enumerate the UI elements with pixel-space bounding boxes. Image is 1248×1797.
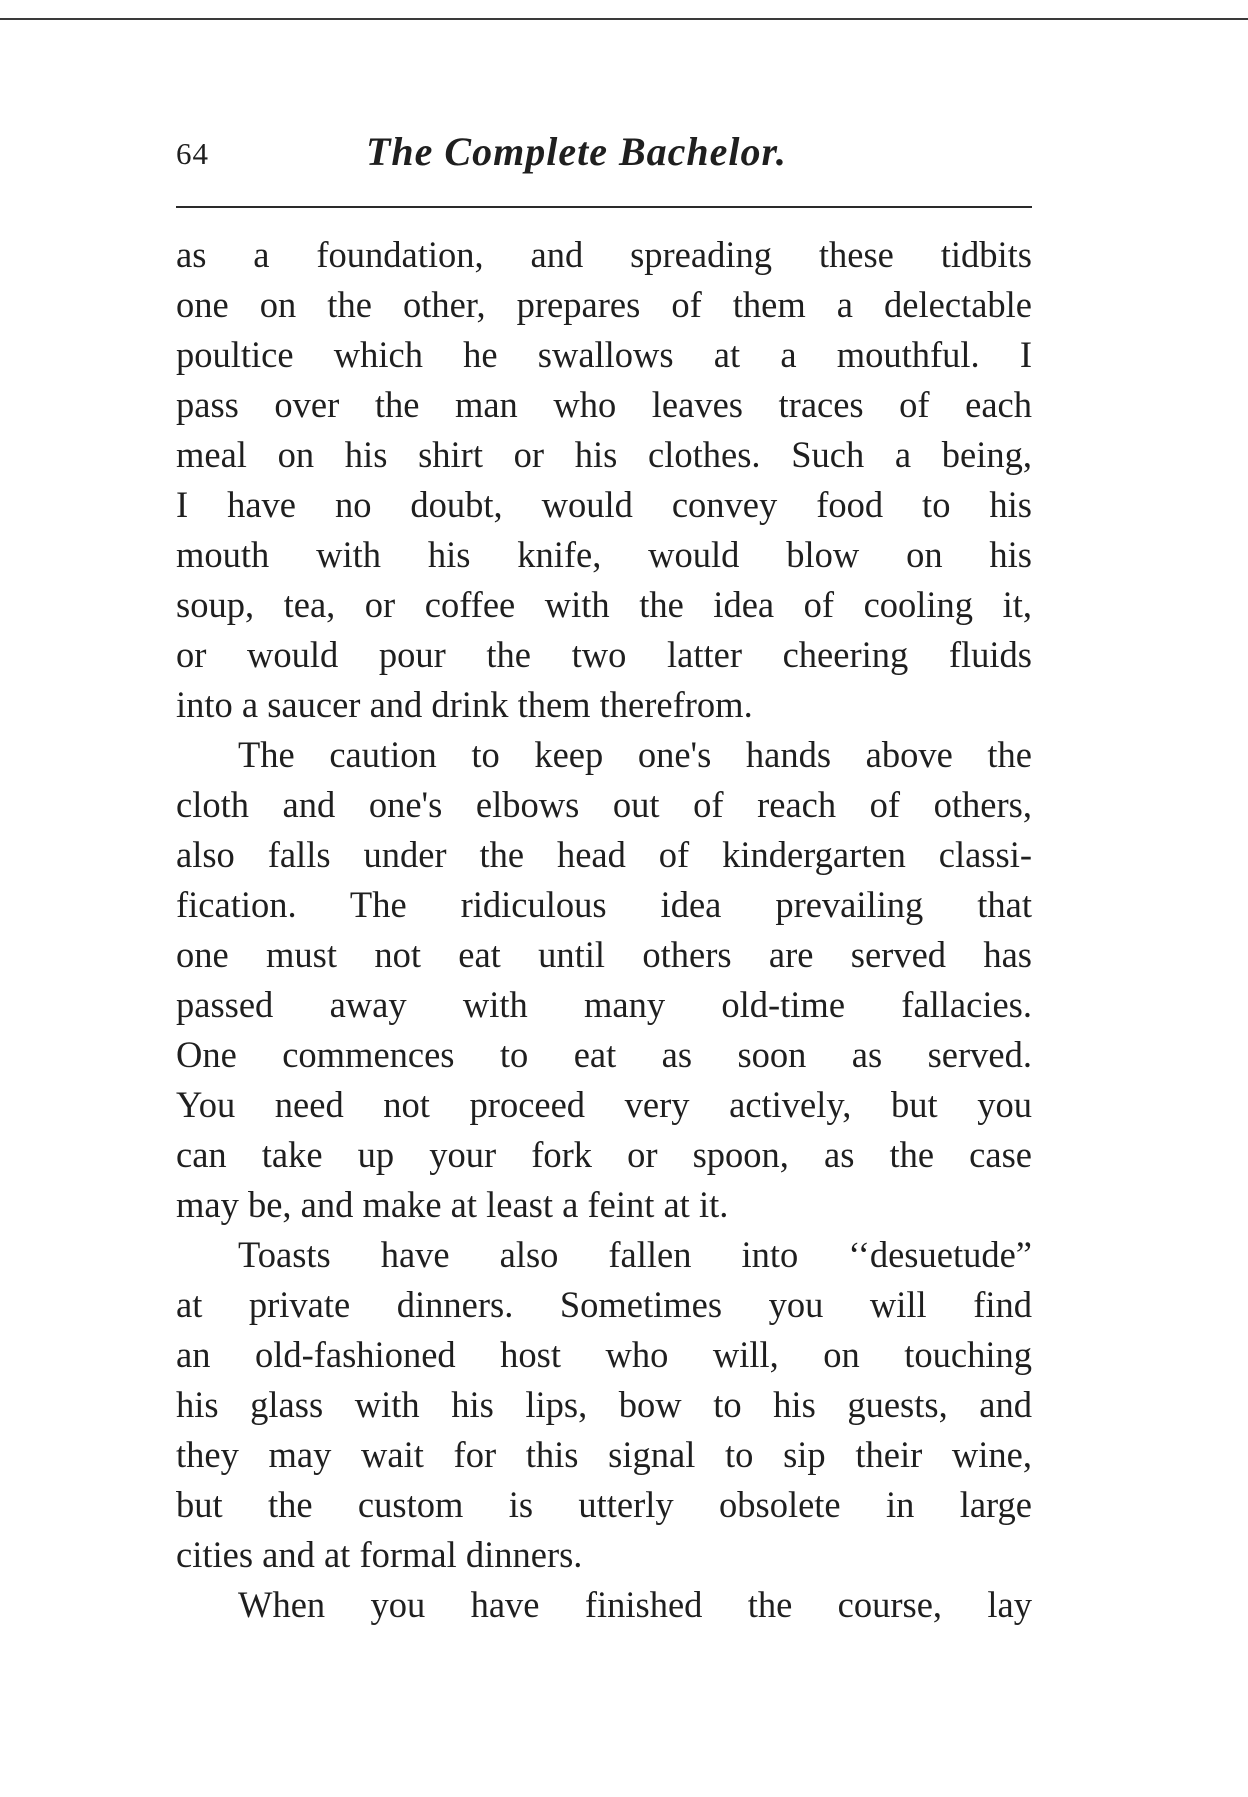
text-line: his glass with his lips, bow to his guests, and <box>176 1384 1032 1425</box>
running-title: The Complete Bachelor. <box>366 129 787 174</box>
text-line: You need not proceed very actively, but you <box>176 1084 1032 1125</box>
text-line: but the custom is utterly obsolete in large <box>176 1484 1032 1525</box>
body-text <box>176 230 1032 1630</box>
text-line: also falls under the head of kindergarten classi- <box>176 834 1032 875</box>
text-line: one on the other, prepares of them a delectable <box>176 284 1032 325</box>
text-line: soup, tea, or coffee with the idea of cooling it, <box>176 584 1032 625</box>
text-line: mouth with his knife, would blow on his <box>176 534 1032 575</box>
text-line: into a saucer and drink them therefrom. <box>176 684 753 725</box>
text-line: fication. The ridiculous idea prevailing that <box>176 884 1032 925</box>
page-header <box>176 128 1032 188</box>
text-line: poultice which he swallows at a mouthful. I <box>176 334 1032 375</box>
text-line: they may wait for this signal to sip their wine, <box>176 1434 1032 1475</box>
text-line: as a foundation, and spreading these tidbits <box>176 234 1032 275</box>
text-line: When you have finished the course, lay <box>238 1584 1032 1625</box>
text-line: an old-fashioned host who will, on touching <box>176 1334 1032 1375</box>
text-line: meal on his shirt or his clothes. Such a being, <box>176 434 1032 475</box>
text-line: at private dinners. Sometimes you will find <box>176 1284 1032 1325</box>
text-line: or would pour the two latter cheering fluids <box>176 634 1032 675</box>
text-line: One commences to eat as soon as served. <box>176 1034 1032 1075</box>
page-number: 64 <box>176 136 209 171</box>
text-line: Toasts have also fallen into ‘‘desuetude” <box>238 1234 1032 1275</box>
top-rule <box>0 18 1248 20</box>
text-line: can take up your fork or spoon, as the case <box>176 1134 1032 1175</box>
text-line: I have no doubt, would convey food to his <box>176 484 1032 525</box>
text-line: pass over the man who leaves traces of each <box>176 384 1032 425</box>
text-line: may be, and make at least a feint at it. <box>176 1184 729 1225</box>
text-line: The caution to keep one's hands above the <box>238 734 1032 775</box>
text-line: passed away with many old-time fallacies. <box>176 984 1032 1025</box>
text-line: one must not eat until others are served has <box>176 934 1032 975</box>
header-rule <box>176 206 1032 208</box>
text-line: cities and at formal dinners. <box>176 1534 583 1575</box>
text-line: cloth and one's elbows out of reach of others, <box>176 784 1032 825</box>
